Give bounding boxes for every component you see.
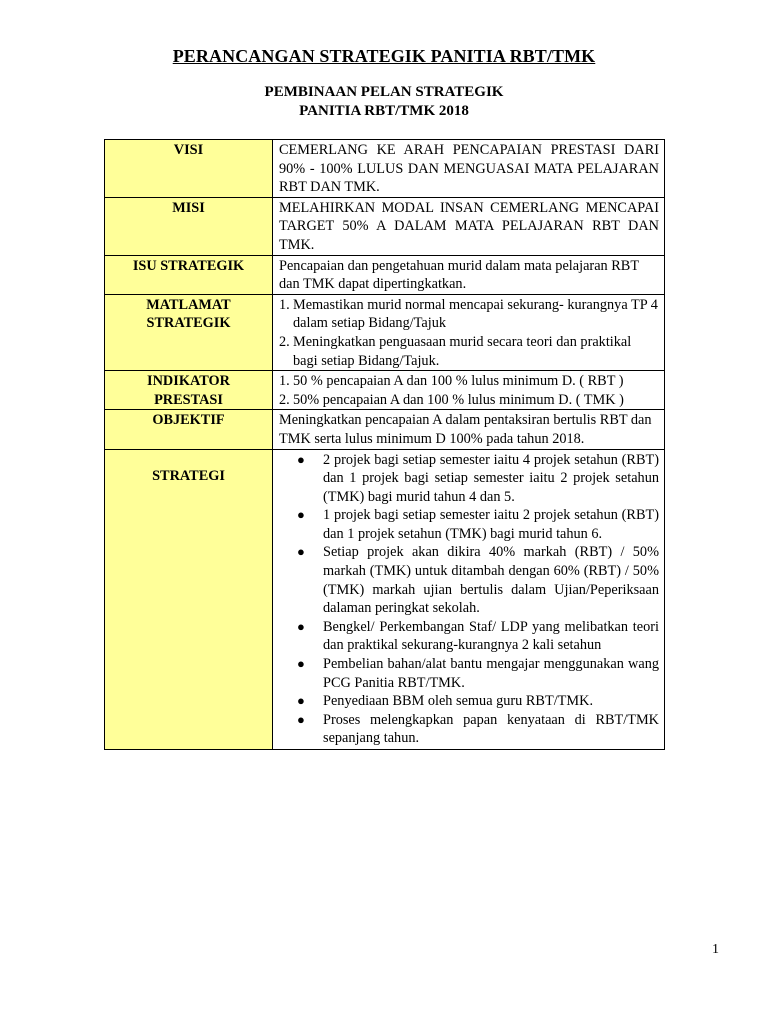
list-text: Memastikan murid normal mencapai sekurang- kurangnya TP 4 dalam setiap Bidang/Tajuk (293, 296, 658, 332)
label-line-2: STRATEGIK (146, 315, 231, 332)
numbered-list (279, 372, 659, 409)
row-label-matlamat-strategik (105, 294, 273, 370)
label-line-1: MATLAMAT (146, 296, 231, 313)
bullet-icon: ● (297, 507, 305, 523)
subtitle-line-2: PANITIA RBT/TMK 2018 (299, 103, 469, 119)
row-content-strategi (273, 449, 665, 750)
list-item (279, 506, 659, 543)
list-item (279, 296, 659, 333)
list-item (279, 655, 659, 692)
bullet-list (279, 451, 659, 750)
list-text: Setiap projek akan dikira 40% markah (RBT) / 50% markah (TMK) untuk ditambah dengan 60% (RBT) / 50% (TMK) markah ujian bertulis dalam Ujian/Peperiksaan dalaman peringkat sekolah. (323, 544, 659, 617)
list-number: 1. (279, 373, 290, 390)
list-item (279, 692, 659, 711)
bullet-icon: ● (297, 618, 305, 634)
table-row-objektif (105, 410, 665, 449)
table-row-matlamat-strategik (105, 294, 665, 370)
table-row-isu-strategik (105, 255, 665, 294)
list-text: 1 projek bagi setiap semester iaitu 2 projek setahun (RBT) dan 1 projek setahun (TMK) bagi murid tahun 6. (323, 507, 659, 542)
row-content-misi: MELAHIRKAN MODAL INSAN CEMERLANG MENCAPAI TARGET 50% A DALAM MATA PELAJARAN RBT DAN TMK. (273, 197, 665, 255)
subtitle-line-1: PEMBINAAN PELAN STRATEGIK (264, 84, 504, 100)
table-row-indikator-prestasi (105, 371, 665, 410)
row-label-objektif: OBJEKTIF (105, 410, 273, 449)
list-item (279, 451, 659, 507)
list-item (279, 372, 659, 391)
list-text: Bengkel/ Perkembangan Staf/ LDP yang melibatkan teori dan praktikal sekurang-kurangnya 2 kali setahun (323, 618, 659, 654)
list-text: 2 projek bagi setiap semester iaitu 4 projek setahun (RBT) dan 1 projek bagi setiap semester iaitu 2 projek setahun (TMK) bagi murid tahun 4 dan 5. (323, 451, 659, 505)
list-item (279, 391, 659, 410)
table-row-misi (105, 197, 665, 255)
list-number: 1. (279, 296, 290, 313)
row-label-visi: VISI (105, 140, 273, 198)
row-label-misi: MISI (105, 197, 273, 255)
bullet-icon: ● (297, 711, 305, 727)
list-item (279, 543, 659, 617)
list-text: 50% pencapaian A dan 100 % lulus minimum D. ( TMK ) (293, 391, 624, 408)
list-text: Proses melengkapkan papan kenyataan di RBT/TMK sepanjang tahun. (323, 711, 659, 747)
row-content-isu-strategik: Pencapaian dan pengetahuan murid dalam mata pelajaran RBT dan TMK dapat dipertingkatkan. (273, 255, 665, 294)
list-text: Meningkatkan penguasaan murid secara teori dan praktikal bagi setiap Bidang/Tajuk. (293, 333, 632, 369)
list-item (279, 618, 659, 655)
table-row-strategi (105, 449, 665, 750)
row-content-indikator-prestasi (273, 371, 665, 410)
row-label-isu-strategik: ISU STRATEGIK (105, 255, 273, 294)
row-content-matlamat-strategik (273, 294, 665, 370)
bullet-icon: ● (297, 451, 305, 467)
label-line-2: PRESTASI (154, 391, 223, 408)
list-number: 2. (279, 391, 290, 408)
row-label-strategi: STRATEGI (105, 449, 273, 750)
numbered-list (279, 296, 659, 370)
list-number: 2. (279, 333, 290, 350)
row-label-indikator-prestasi (105, 371, 273, 410)
row-content-objektif: Meningkatkan pencapaian A dalam pentaksiran bertulis RBT dan TMK serta lulus minimum D 100% pada tahun 2018. (273, 410, 665, 449)
table-row-visi (105, 140, 665, 198)
page-number: 1 (712, 942, 719, 957)
list-text: Penyediaan BBM oleh semua guru RBT/TMK. (323, 693, 594, 710)
bullet-icon: ● (297, 693, 305, 709)
strategic-plan-table (104, 139, 665, 750)
row-content-visi: CEMERLANG KE ARAH PENCAPAIAN PRESTASI DARI 90% - 100% LULUS DAN MENGUASAI MATA PELAJARAN RBT DAN TMK. (273, 140, 665, 198)
document-title: PERANCANGAN STRATEGIK PANITIA RBT/TMK (172, 46, 596, 66)
label-line-1: INDIKATOR (147, 373, 230, 390)
bullet-icon: ● (297, 544, 305, 560)
list-text: Pembelian bahan/alat bantu mengajar menggunakan wang PCG Panitia RBT/TMK. (323, 656, 659, 691)
list-item (279, 711, 659, 748)
list-text: 50 % pencapaian A dan 100 % lulus minimum D. ( RBT ) (293, 373, 624, 390)
list-item (279, 333, 659, 370)
bullet-icon: ● (297, 656, 305, 672)
